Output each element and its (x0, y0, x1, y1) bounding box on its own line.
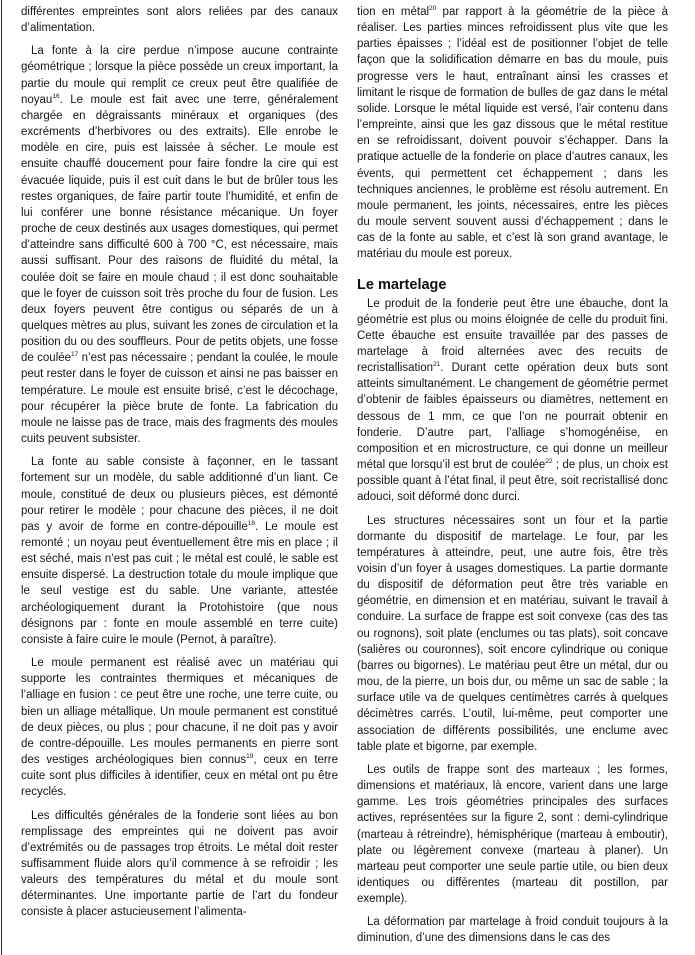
footnote-marker: 19 (246, 753, 254, 761)
right-text-column (357, 4, 668, 947)
footnote-marker: 18 (247, 519, 255, 527)
footnote-marker: 16 (52, 92, 60, 100)
paragraph: différentes empreintes sont alors reliées par des canaux d’alimentation. (21, 6, 338, 35)
paragraph: tion en métal$^{20}$ par rapport à la géométrie de la pièce à réaliser. Les parties minces refroidissent plus vite que les parties épaisses ; l’idéal est de positionner l’objet de telle façon que la solidification démarre en bas du moule, puis progresse vers le haut, entraînant ainsi les crasses et limitant le risque de formation de bulles de gaz dans le métal solide. Lorsque le métal liquide est versé, l’air contenu dans l’empreinte, ainsi que les gaz dissous que le métal restitue en se refroidissant, doivent pouvoir s’échapper. Dans la pratique actuelle de la fonderie on place d’autres canaux, les évents, qui permettent cet échappement ; dans les techniques anciennes, le problème est résolu autrement. En moule permanent, les joints, nécessaires, entre les pièces du moule servent souvent aussi d’échappement ; dans le cas de la fonte au sable, et c’est là son grand avantage, le matériau du moule est poreux. (357, 5, 668, 261)
left-text-column (21, 4, 338, 921)
paragraph: Les structures nécessaires sont un four et la partie dormante du dispositif de martelage. Le four, par les températures à atteindre, peut, une autre fois, être très voisin d’un foyer à usages domestiques. La partie dormante du dispositif de déformation peut être très variable en géométrie, en dimension et en matériau, suivant le travail à conduire. La surface de frappe est soit convexe (cas des tas ou rognons), soit plate (enclumes ou tas plats), soit concave (salières ou couronnes), soit encore cylindrique ou conique (barres ou bigornes). Le matériau peut être un métal, dur ou mou, de la pierre, un bois dur, ou même un sac de sable ; la surface utile va de quelques centimètres carrés à quelques décimètres carrés. L’outil, lui-même, peut comporter une association de différents possibilités, une enclume avec table plate et bigorne, par exemple. (357, 514, 668, 753)
paragraph: La déformation par martelage à froid conduit toujours à la diminution, d’une des dimensions dans le cas des (357, 916, 668, 945)
paragraph: La fonte à la cire perdue n’impose aucune contrainte géométrique ; lorsque la pièce possède un creux important, la partie du moule qui remplit ce creux peut être qualifiée de noyau$^{16}$. Le moule est fait avec une terre, généralement chargée en dégraissants minéraux et organiques (des excréments d’herbivores ou des extraits). Elle enrobe le modèle en cire, puis est laissée à sécher. Le moule est ensuite chauffé doucement pour faire fondre la cire qui est évacuée liquide, puis il est cuit dans le but de brûler tous les restes organiques, de faire partir toute l’humidité, et enfin de lui conférer une bonne résistance mécanique. Un foyer proche de ceux destinés aux usages domestiques, qui permet d’atteindre sans difficulté 600 à 700 °C, est nécessaire, mais aussi suffisant. Pour des raisons de fluidité du métal, la coulée doit se faire en moule chaud ; il est donc souhaitable que le foyer de cuisson soit très proche du four de fusion. Les deux foyers peuvent être contigus ou séparés de un à quelques mètres au plus, suivant les zones de circulation et la position du ou des souffleurs. Pour de petits objets, une fosse de coulée$^{17}$ n’est pas nécessaire ; pendant la coulée, le moule peut rester dans le foyer de cuisson et ainsi ne pas baisser en température. Le moule est ensuite brisé, c’est le décochage, pour récupérer la pièce brute de fonte. La fabrication du moule ne laisse pas de trace, mais des fragments des moules cuits peuvent subsister. (21, 45, 339, 446)
paragraph: La fonte au sable consiste à façonner, en le tassant fortement sur un modèle, du sable additionné d’un liant. Ce moule, constitué de deux ou plusieurs pièces, est démonté pour retirer le modèle ; pour chacune des pièces, il ne doit pas y avoir de forme en contre-dépouille$^{18}$. Le moule est remonté ; un noyau peut éventuellement être mis en place ; il est séché, mais n’est pas cuit ; le métal est coulé, le sable est ensuite dispersé. La destruction totale du moule implique que le seul vestige est du sable. Une variante, attestée archéologiquement durant la Protohistoire (que nous désignons par : fonte en moule assemblé en terre cuite) consiste à faire cuire le moule (Pernot, à paraître). (21, 456, 338, 646)
footnote-marker: 17 (71, 351, 79, 359)
section-heading: Le martelage (357, 276, 447, 293)
paragraph: Les outils de frappe sont des marteaux ; les formes, dimensions et matériaux, là encore, varient dans une large gamme. Les trois géométries principales des surfaces actives, représentées sur la figure 2, sont : demi-cylindrique (marteau à rétreindre), hémisphérique (marteau à emboutir), plate ou légèrement convexe (marteau à planer). Un marteau peut comporter une seule partie utile, ou bien deux identiques ou différentes (marteau dit postillon, par exemple). (357, 763, 668, 906)
footnote-marker: 21 (433, 361, 441, 369)
paragraph: Les difficultés générales de la fonderie sont liées au bon remplissage des empreintes qui ne doivent pas avoir d’extrémités ou de passages trop étroits. Le métal doit rester suffisamment fluide alors qu’il commence à se refroidir ; les valeurs des températures du métal et du moule sont déterminantes. Une importante partie de l’art du fondeur consiste à placer astucieusement l’alimenta- (21, 809, 338, 919)
footnote-marker: 22 (545, 458, 553, 466)
footnote-marker: 20 (429, 5, 437, 12)
paragraph: Le produit de la fonderie peut être une ébauche, dont la géométrie est plus ou moins éloignée de celle du produit fini. Cette ébauche est ensuite travaillée par des passes de martelage à froid alternées avec des recuits de recristallisation$^{21}$. Durant cette opération deux buts sont atteints simultanément. Le changement de géométrie permet d’obtenir de faibles épaisseurs ou diamètres, nettement en dessous de 1 mm, ce que l’on ne pourrait obtenir en fonderie. D’autre part, l’alliage s’homogénéise, en composition et en microstructure, ce qui donne un meilleur métal que lorsqu’il est brut de coulée$^{22}$ ; de plus, un choix est possible quant à l’état final, il peut être, soit recristallisé donc adouci, soit déformé donc durci. (357, 297, 668, 504)
page-edge-rule (1, 0, 2, 955)
paragraph: Le moule permanent est réalisé avec un matériau qui supporte les contraintes thermiques et mécaniques de l’alliage en fusion : ce peut être une roche, une terre cuite, ou bien un alliage métallique. Un moule permanent est constitué de deux pièces, ou plus ; pour chacune, il ne doit pas y avoir de contre-dépouille. Les moules permanents en pierre sont des vestiges archéologiques bien connus$^{19}$, ceux en terre cuite sont plus difficiles à identifier, ceux en métal ont pu être recyclés. (21, 657, 338, 799)
